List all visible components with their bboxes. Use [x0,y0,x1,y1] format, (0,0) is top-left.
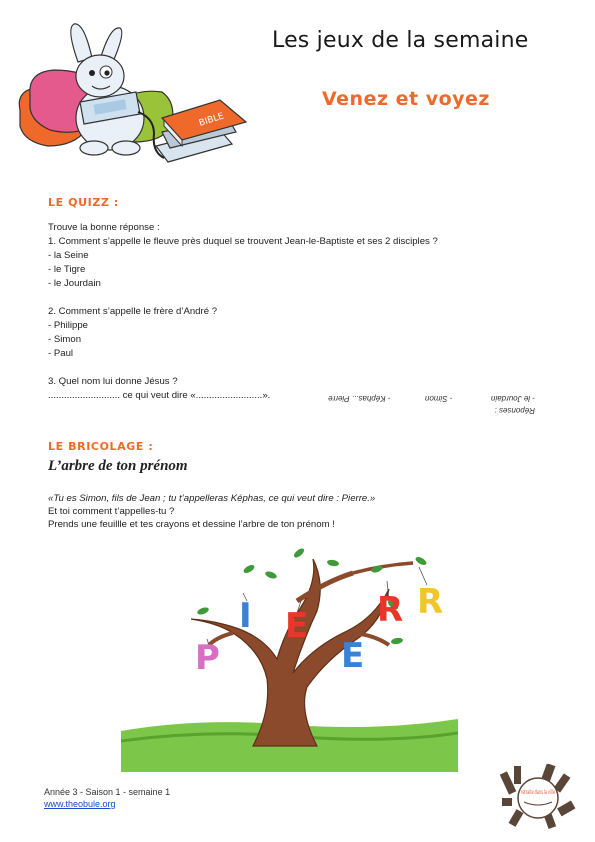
page-subtitle: Venez et voyez [322,88,490,110]
tree-letter: E [285,606,309,646]
tree-letter: P [195,638,220,678]
quiz-option: - Philippe [48,320,88,331]
retraite-logo [500,764,576,830]
answer-label: Réponses : [494,406,535,415]
quiz-answer-blank: ........................... ce qui veut dire «.........................». [48,390,271,401]
quiz-intro: Trouve la bonne réponse : [48,222,160,233]
quiz-body [48,221,438,403]
craft-quote: «Tu es Simon, fils de Jean ; tu t’appelleras Képhas, ce qui veut dire : Pierre.» [48,493,376,504]
answer-3: - Képhas... Pierre [328,394,391,403]
book-label: BIBLE [197,111,226,129]
quiz-option: - la Seine [48,250,89,261]
quiz-question-1: 1. Comment s’appelle le fleuve près duquel se trouvent Jean-le-Baptiste et ses 2 disciples ? [48,236,438,247]
quiz-answers-upside-down [325,389,535,415]
name-tree-drawing [121,541,458,772]
craft-title: L’arbre de ton prénom [48,458,188,474]
footer-link[interactable]: www.theobule.org [44,799,116,809]
quiz-heading: LE QUIZZ : [48,196,119,209]
tree-letter: R [417,582,444,622]
tree-letter: R [377,590,404,630]
craft-line-2: Et toi comment t’appelles-tu ? [48,506,175,517]
quiz-option: - le Jourdain [48,278,101,289]
craft-heading: LE BRICOLAGE : [48,440,154,453]
quiz-question-2: 2. Comment s’appelle le frère d’André ? [48,306,218,317]
quiz-question-3: 3. Quel nom lui donne Jésus ? [48,376,178,387]
tree-letter: E [341,636,365,676]
page-title: Les jeux de la semaine [272,28,529,53]
craft-instructions [48,492,375,531]
footer-season: Année 3 - Saison 1 - semaine 1 [44,787,171,797]
quiz-option: - le Tigre [48,264,86,275]
quiz-option: - Paul [48,348,74,359]
answer-2: - Simon [424,394,453,403]
quiz-option: - Simon [48,334,82,345]
logo-text: retraite dans la ville [521,789,556,796]
tree-letter: I [239,596,252,636]
footer [44,786,170,810]
rabbit-illustration [14,22,252,170]
craft-line-3: Prends une feuillle et tes crayons et dessine l’arbre de ton prénom ! [48,519,335,530]
answer-1: - le Jourdain [490,394,535,403]
